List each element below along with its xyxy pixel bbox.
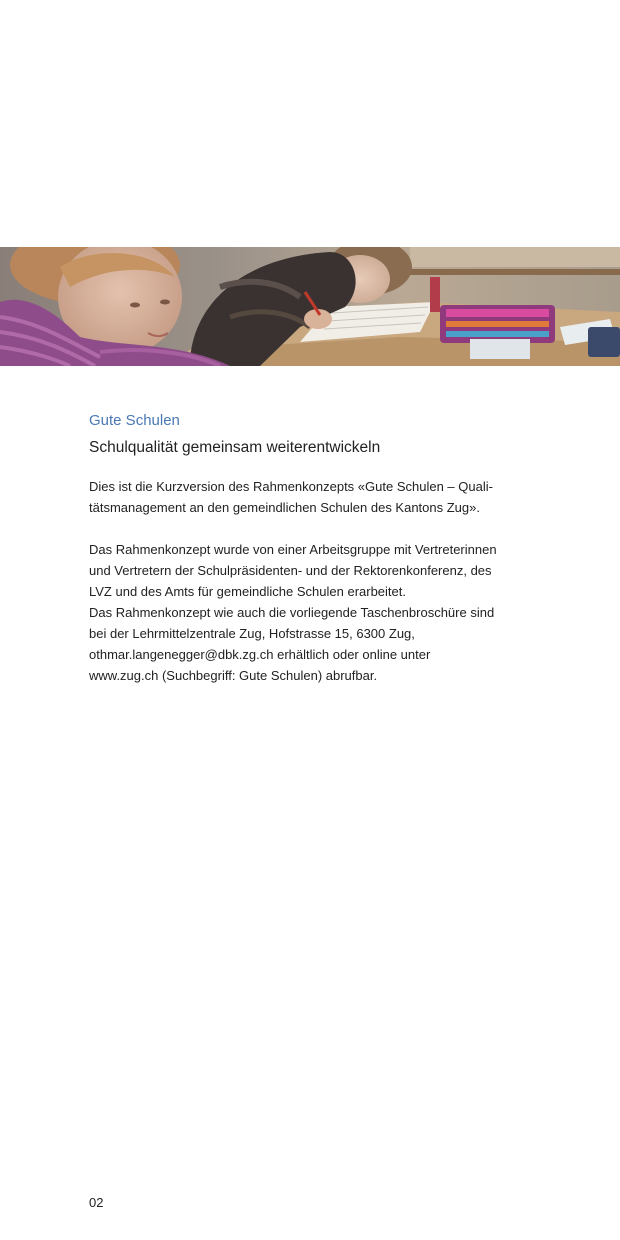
intro-line: tätsmanagement an den gemeindlichen Schulen des Kantons Zug». bbox=[89, 500, 480, 515]
details-line: bei der Lehrmittelzentrale Zug, Hofstrasse 15, 6300 Zug, bbox=[89, 626, 415, 641]
details-line: Das Rahmenkonzept wurde von einer Arbeitsgruppe mit Vertreterinnen bbox=[89, 542, 497, 557]
section-title: Gute Schulen bbox=[89, 412, 180, 429]
details-line: und Vertretern der Schulpräsidenten- und der Rektorenkonferenz, des bbox=[89, 563, 492, 578]
details-paragraph bbox=[89, 539, 559, 686]
content-block bbox=[89, 411, 559, 686]
details-line: othmar.langenegger@dbk.zg.ch erhältlich oder online unter bbox=[89, 647, 431, 662]
intro-line: Dies ist die Kurzversion des Rahmenkonzepts «Gute Schulen – Quali- bbox=[89, 479, 493, 494]
intro-paragraph bbox=[89, 476, 559, 518]
classroom-photo bbox=[0, 247, 620, 366]
details-line: Das Rahmenkonzept wie auch die vorliegende Taschenbroschüre sind bbox=[89, 605, 495, 620]
details-line: LVZ und des Amts für gemeindliche Schulen erarbeitet. bbox=[89, 584, 406, 599]
section-subtitle: Schulqualität gemeinsam weiterentwickeln bbox=[89, 439, 381, 456]
page-number: 02 bbox=[89, 1195, 104, 1210]
details-line: www.zug.ch (Suchbegriff: Gute Schulen) abrufbar. bbox=[89, 668, 378, 683]
